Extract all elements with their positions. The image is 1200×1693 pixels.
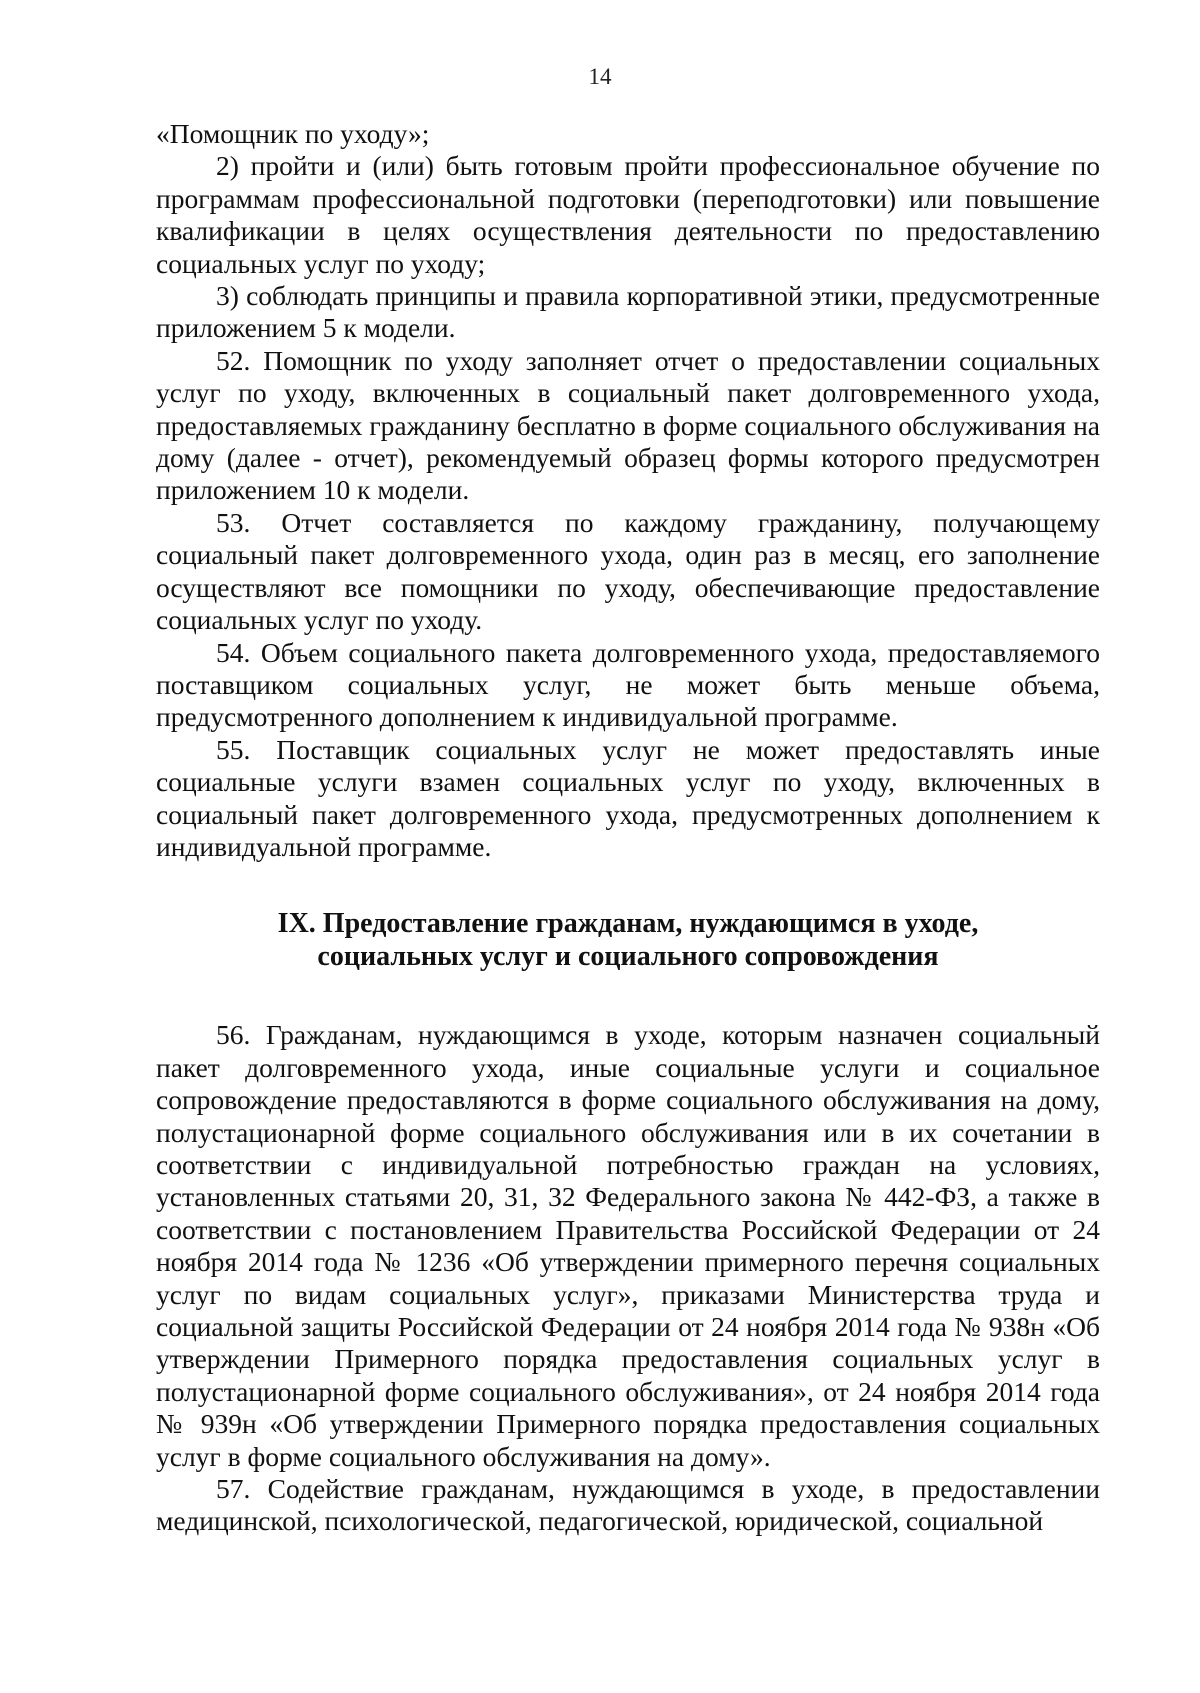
section-heading-line-2: социальных услуг и социального сопровождения <box>317 941 939 973</box>
paragraph-item-3: 3) соблюдать принципы и правила корпоративной этики, предусмотренные приложением 5 к модели. <box>156 280 1100 344</box>
paragraph-continuation: «Помощник по уходу»; <box>156 118 430 149</box>
section-heading-line-1: IX. Предоставление гражданам, нуждающимся в уходе, <box>277 908 979 940</box>
paragraph-54: 54. Объем социального пакета долговременного ухода, предоставляемого поставщиком социальных услуг, не может быть меньше объема, предусмотренного дополнением к индивидуальной программе. <box>156 636 1100 733</box>
paragraph-55: 55. Поставщик социальных услуг не может предоставлять иные социальные услуги взамен социальных услуг по уходу, включенных в социальный пакет долговременного ухода, предусмотренных дополнением к индивидуальной программе. <box>156 733 1100 862</box>
paragraph-52: 52. Помощник по уходу заполняет отчет о предоставлении социальных услуг по уходу, включенных в социальный пакет долговременного ухода, предоставляемых гражданину бесплатно в форме социального обслуживания на дому (далее - отчет), рекомендуемый образец формы которого предусмотрен приложением 10 к модели. <box>156 344 1100 506</box>
paragraph-57: 57. Содействие гражданам, нуждающимся в уходе, в предоставлении медицинской, психологической, педагогической, юридической, социальной <box>156 1473 1100 1537</box>
section-heading <box>156 907 1100 973</box>
page-number: 14 <box>588 64 612 89</box>
document-body <box>156 118 1100 1538</box>
paragraph-53: 53. Отчет составляется по каждому гражданину, получающему социальный пакет долговременного ухода, один раз в месяц, его заполнение осуществляют все помощники по уходу, обеспечивающие предоставление социальных услуг по уходу. <box>156 506 1100 636</box>
paragraph-item-2: 2) пройти и (или) быть готовым пройти профессиональное обучение по программам профессиональной подготовки (переподготовки) или повышение квалификации в целях осуществления деятельности по предоставлению социальных услуг по уходу; <box>156 150 1100 279</box>
paragraph-56: 56. Гражданам, нуждающимся в уходе, которым назначен социальный пакет долговременного ухода, иные социальные услуги и социальное сопровождение предоставляются в форме социального обслуживания на дому, полустационарной форме социального обслуживания или в их сочетании в соответствии с индивидуальной потребностью граждан на условиях, установленных статьями 20, 31, 32 Федерального закона № 442-ФЗ, а также в соответствии с постановлением Правительства Российской Федерации от 24 ноября 2014 года № 1236 «Об утверждении примерного перечня социальных услуг по видам социальных услуг», приказами Министерства труда и социальной защиты Российской Федерации от 24 ноября 2014 года № 938н «Об утверждении Примерного порядка предоставления социальных услуг в полустационарной форме социального обслуживания», от 24 ноября 2014 года № 939н «Об утверждении Примерного порядка предоставления социальных услуг в форме социального обслуживания на дому». <box>156 1019 1100 1472</box>
